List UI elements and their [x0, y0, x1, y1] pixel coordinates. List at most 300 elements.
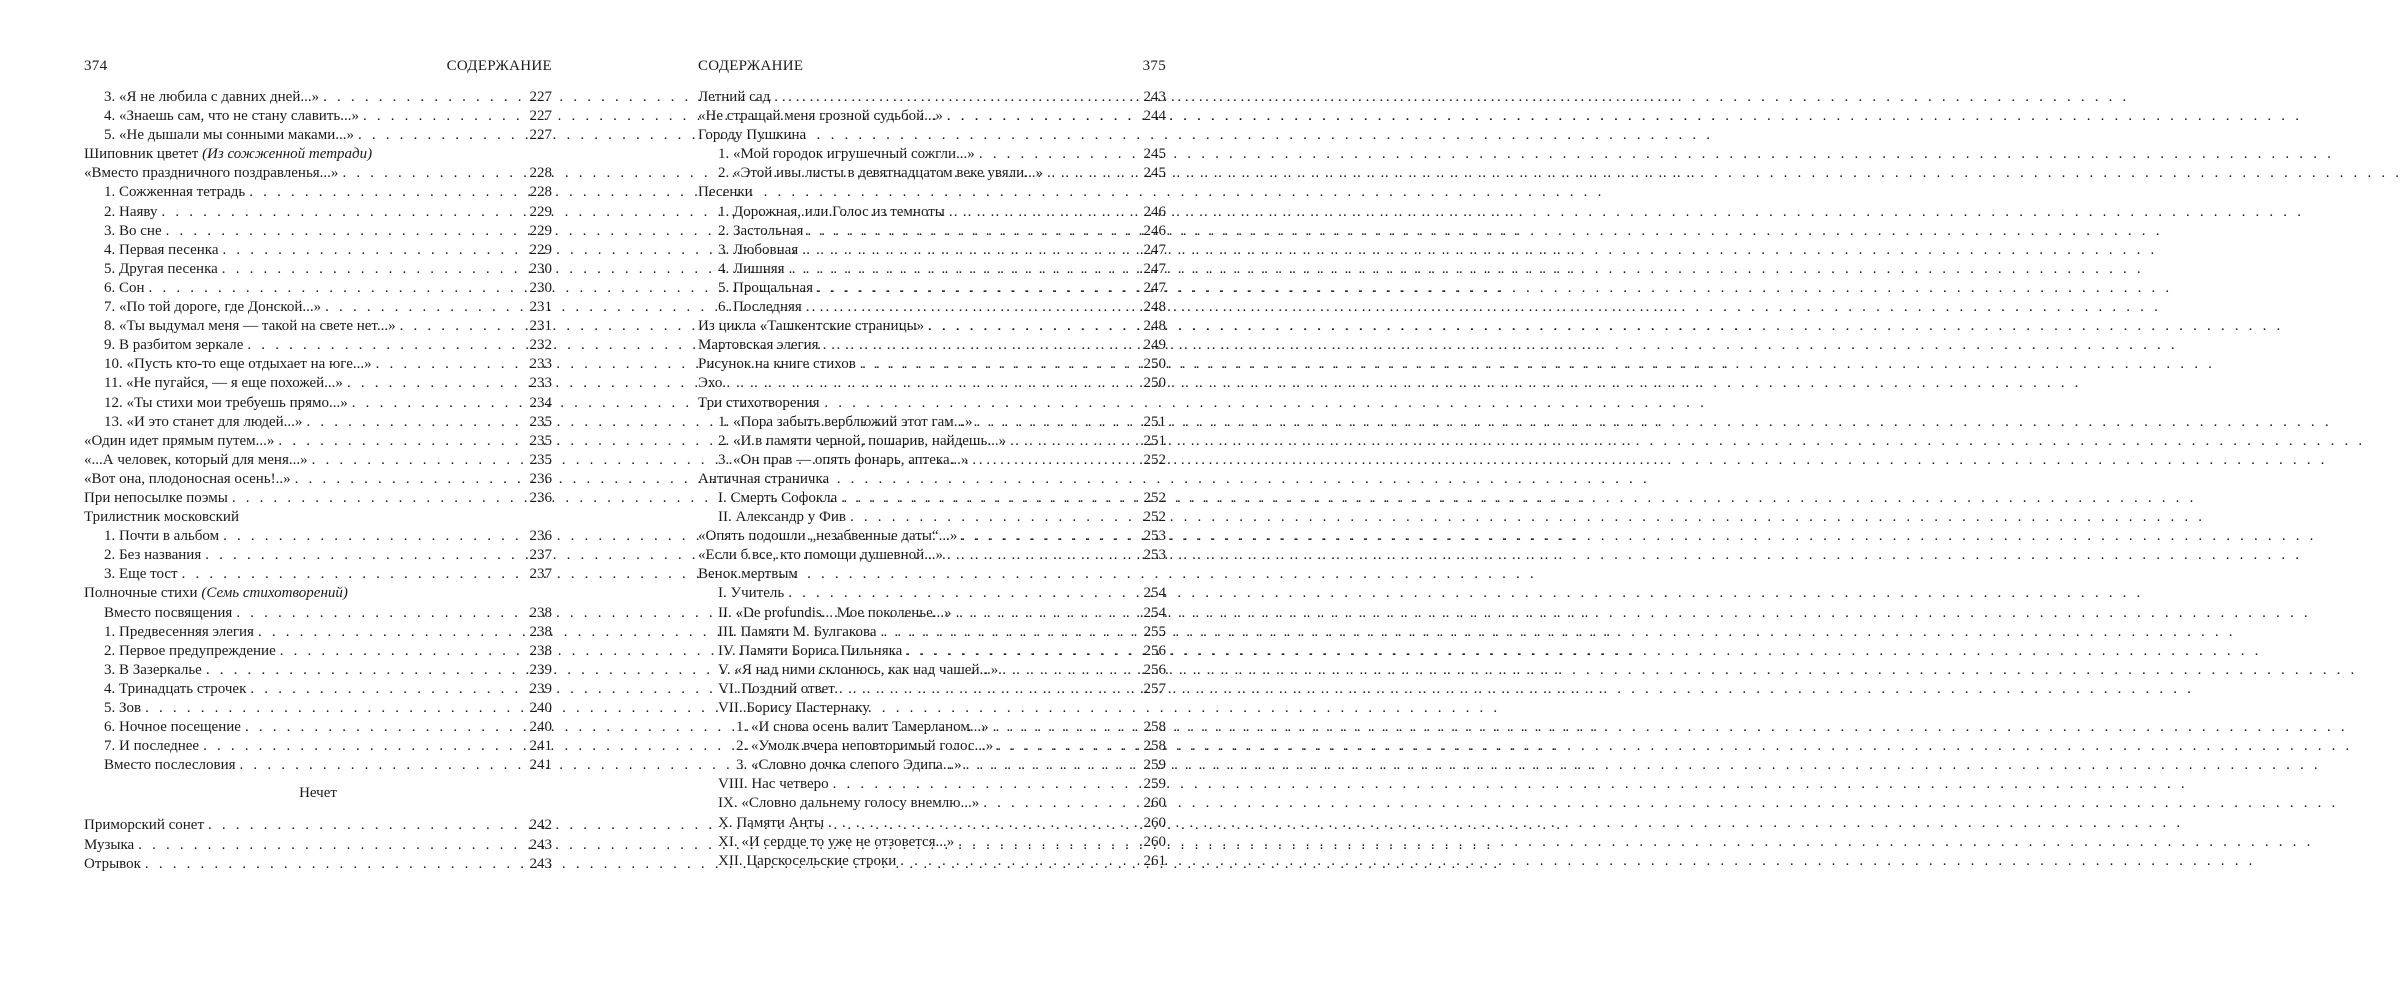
toc-entry-title	[718, 833, 954, 852]
toc-entry-text: Музыка	[84, 836, 135, 853]
toc-entry	[698, 794, 1166, 813]
toc-entry	[698, 814, 1166, 833]
toc-entry-page: 240	[529, 700, 552, 716]
dot-leader	[295, 470, 526, 489]
dot-leader	[726, 374, 1139, 393]
toc-entry-page: 227	[529, 108, 552, 125]
toc-entry-page: 251	[1143, 413, 1166, 430]
toc-entry-page: 246	[1143, 222, 1166, 239]
toc-entry-text: Вместо послесловия	[104, 757, 236, 774]
dot-leader	[788, 584, 1139, 603]
toc-entry-title	[104, 756, 236, 775]
dot-leader	[802, 241, 1139, 260]
toc-entry	[84, 699, 552, 718]
dot-leader	[247, 336, 525, 355]
toc-entry	[84, 489, 552, 508]
toc-entry	[84, 661, 552, 680]
toc-entry-title	[84, 508, 239, 527]
toc-entry-text: При непосылке поэмы	[84, 489, 228, 506]
toc-entry	[698, 852, 1166, 871]
toc-entry-text: 4. Лишняя	[718, 260, 785, 277]
dot-leader	[363, 107, 526, 126]
toc-entry-text: Три стихотворения	[698, 394, 820, 411]
toc-entry-title	[84, 470, 291, 489]
toc-entry-text: 5. Зов	[104, 700, 142, 716]
toc-entry-page: 261	[1143, 852, 1166, 869]
dot-leader	[400, 317, 526, 336]
toc-entry-text: 1. «Мой городок игрушечный сожгли...»	[718, 146, 975, 163]
toc-list	[84, 816, 552, 873]
toc-entry-text: Из цикла «Ташкентские страницы»	[698, 318, 925, 335]
toc-entry-page: 232	[529, 337, 552, 354]
toc-entry-title	[698, 565, 798, 584]
dot-leader	[977, 413, 1140, 432]
dot-leader	[828, 814, 1139, 833]
toc-entry-page: 235	[529, 451, 552, 468]
dot-leader	[979, 145, 1140, 164]
toc-entry-title	[736, 737, 993, 756]
toc-entry	[698, 451, 1166, 470]
toc-entry-title	[104, 336, 243, 355]
toc-entry-page: 233	[529, 375, 552, 392]
toc-entry-page: 228	[529, 184, 552, 201]
toc-entry	[84, 126, 552, 145]
toc-entry-text: 5. «Не дышали мы сонными маками...»	[104, 127, 354, 144]
toc-entry-page: 227	[529, 89, 552, 105]
toc-entry-title	[718, 775, 829, 794]
toc-list	[698, 88, 1166, 871]
toc-entry-text: 6. Последняя	[718, 299, 802, 316]
toc-entry-title	[84, 489, 228, 508]
toc-entry	[698, 260, 1166, 279]
toc-entry-page: 236	[529, 489, 552, 506]
toc-entry-title	[84, 584, 348, 603]
toc-entry-text: 10. «Пусть кто-то еще отдыхает на юге...»	[104, 356, 372, 373]
dot-leader	[833, 775, 1140, 794]
dot-leader	[906, 642, 1139, 661]
dot-leader	[900, 852, 1139, 871]
toc-entry-text: «Опять подошли „незабвенные даты“...»	[698, 528, 958, 545]
toc-entry	[84, 145, 552, 164]
toc-entry	[698, 489, 1166, 508]
dot-leader	[149, 279, 526, 298]
toc-entry-title	[104, 279, 145, 298]
toc-entry-text: Приморский сонет	[84, 817, 204, 834]
toc-entry-text: Городу Пушкина	[698, 127, 807, 144]
dot-leader	[997, 737, 1139, 756]
toc-entry-title	[104, 126, 354, 145]
toc-entry-title	[698, 336, 819, 355]
toc-entry	[698, 775, 1166, 794]
toc-entry	[84, 88, 552, 107]
dot-leader	[249, 183, 525, 202]
toc-entry	[698, 374, 1166, 393]
toc-entry-subtitle: (Семь стихотворений)	[201, 585, 348, 602]
toc-entry-page: 253	[1143, 547, 1166, 564]
dot-leader	[161, 203, 525, 222]
toc-entry-page: 234	[529, 394, 552, 411]
right-page-header	[698, 58, 1166, 82]
toc-entry	[84, 680, 552, 699]
toc-entry	[84, 355, 552, 374]
toc-entry-title	[718, 661, 998, 680]
toc-entry-title	[736, 756, 962, 775]
toc-entry	[84, 413, 552, 432]
toc-entry-title	[104, 88, 319, 107]
toc-entry-page: 231	[529, 318, 552, 335]
toc-entry-title	[718, 413, 973, 432]
toc-entry-text: X. Памяти Анты	[718, 814, 825, 831]
toc-list	[84, 88, 552, 775]
toc-entry-text: 2. Наяву	[104, 203, 158, 220]
toc-entry-title	[104, 546, 201, 565]
toc-entry-title	[698, 126, 806, 145]
toc-entry	[698, 699, 1166, 718]
toc-entry-text: 2. «Умолк вчера неповторимый голос...»	[736, 738, 994, 755]
toc-entry-title	[718, 203, 945, 222]
toc-entry-page: 237	[529, 547, 552, 564]
toc-entry-page: 260	[1143, 833, 1166, 850]
left-page	[84, 58, 552, 874]
toc-entry-title	[104, 737, 199, 756]
toc-entry-text: Вместо посвящения	[104, 604, 233, 621]
page-number: 374	[84, 58, 108, 74]
dot-leader	[278, 432, 525, 451]
dot-leader	[240, 756, 526, 775]
toc-entry-text: 8. «Ты выдумал меня — такой на свете нет...»	[104, 318, 396, 335]
dot-leader	[232, 489, 526, 508]
toc-entry-title	[104, 183, 245, 202]
toc-entry-page: 227	[529, 127, 552, 144]
toc-entry-text: 1. «Пора забыть верблюжий этот гам...»	[718, 413, 973, 430]
toc-entry-title	[698, 394, 820, 413]
toc-entry-text: 11. «Не пугайся, — я еще похожей...»	[104, 375, 343, 392]
toc-entry	[84, 298, 552, 317]
dot-leader	[138, 836, 525, 855]
dot-leader	[358, 126, 526, 145]
dot-leader	[949, 203, 1140, 222]
toc-entry-title	[718, 164, 1043, 183]
dot-leader	[203, 737, 525, 756]
dot-leader	[245, 718, 526, 737]
dot-leader	[993, 718, 1140, 737]
toc-entry-page: 258	[1143, 738, 1166, 755]
toc-entry	[698, 164, 1166, 183]
toc-entry	[84, 203, 552, 222]
toc-entry	[698, 107, 1166, 126]
toc-entry-subtitle: (Из сожженной тетради)	[202, 146, 373, 163]
dot-leader	[947, 107, 1140, 126]
toc-entry-text: 2. «Этой ивы листы в девятнадцатом веке увяли...»	[718, 165, 1043, 182]
toc-entry-page: 243	[1143, 89, 1166, 105]
toc-entry-title	[718, 145, 975, 164]
dot-leader	[342, 164, 525, 183]
toc-entry-text: 3. «Я не любила с давних дней...»	[104, 89, 320, 105]
toc-entry	[84, 470, 552, 489]
toc-entry	[698, 394, 1166, 413]
toc-entry-page: 239	[529, 680, 552, 697]
toc-entry	[84, 718, 552, 737]
toc-entry-text: 3. Любовная	[718, 241, 799, 258]
toc-entry-text: II. «De profundis... Мое поколенье...»	[718, 604, 952, 621]
toc-entry	[84, 737, 552, 756]
toc-entry-text: 9. В разбитом зеркале	[104, 337, 244, 354]
toc-entry-title	[718, 680, 835, 699]
toc-entry-page: 228	[529, 165, 552, 182]
dot-leader	[806, 298, 1140, 317]
toc-entry-title	[698, 527, 957, 546]
toc-entry	[84, 546, 552, 565]
toc-entry-page: 239	[529, 661, 552, 678]
dot-leader	[312, 451, 526, 470]
toc-entry-page: 233	[529, 356, 552, 373]
toc-entry-text: III. Памяти М. Булгакова	[718, 623, 877, 640]
toc-entry-title	[84, 432, 274, 451]
toc-entry	[698, 737, 1166, 756]
toc-entry-title	[104, 222, 162, 241]
dot-leader	[323, 88, 525, 107]
section-title: Нечет	[299, 785, 337, 802]
toc-entry-text: XII. Царскосельские строки	[718, 852, 897, 869]
toc-entry	[698, 680, 1166, 699]
toc-entry-text: Венок мертвым	[698, 566, 798, 583]
dot-leader	[841, 489, 1139, 508]
toc-entry-text: 3. В Зазеркалье	[104, 661, 202, 678]
toc-entry-page: 259	[1143, 776, 1166, 793]
toc-entry-title	[698, 470, 829, 489]
toc-entry-page: 238	[529, 623, 552, 640]
dot-leader	[182, 565, 526, 584]
toc-entry-page: 260	[1143, 814, 1166, 831]
toc-entry	[698, 470, 1166, 489]
toc-entry	[698, 355, 1166, 374]
toc-entry-title	[84, 164, 338, 183]
toc-entry-text: IX. «Словно дальнему голосу внемлю...»	[718, 795, 980, 812]
dot-leader	[258, 623, 526, 642]
toc-entry-title	[718, 279, 813, 298]
toc-entry	[698, 413, 1166, 432]
dot-leader	[961, 527, 1139, 546]
toc-entry-title	[698, 355, 856, 374]
toc-entry-text: Полночные стихи	[84, 585, 202, 602]
toc-entry	[84, 222, 552, 241]
toc-entry-text: «Если б все, кто помощи душевной...»	[698, 547, 943, 564]
toc-entry-title	[718, 260, 785, 279]
toc-entry-page: 236	[529, 528, 552, 545]
toc-entry-page: 247	[1143, 241, 1166, 258]
toc-entry-page: 249	[1143, 337, 1166, 354]
toc-entry	[698, 546, 1166, 565]
toc-entry	[84, 279, 552, 298]
dot-leader	[928, 317, 1139, 336]
toc-entry-title	[698, 107, 943, 126]
toc-entry-title	[698, 317, 924, 336]
toc-entry-title	[84, 451, 308, 470]
toc-entry	[84, 164, 552, 183]
toc-entry-page: 247	[1143, 279, 1166, 296]
toc-entry-page: 242	[529, 817, 552, 834]
dot-leader	[250, 680, 525, 699]
toc-entry-page: 258	[1143, 719, 1166, 736]
dot-leader	[145, 699, 525, 718]
toc-entry-page: 250	[1143, 356, 1166, 373]
toc-entry-page: 245	[1143, 165, 1166, 182]
toc-entry-text: 3. Во сне	[104, 222, 162, 239]
toc-entry-title	[104, 413, 302, 432]
toc-entry	[84, 107, 552, 126]
toc-entry-text: Песенки	[698, 184, 753, 201]
toc-entry-text: 2. «И в памяти черной, пошарив, найдешь...»	[718, 432, 1007, 449]
toc-entry-title	[84, 855, 141, 874]
toc-entry-text: Летний сад	[698, 89, 771, 105]
toc-entry	[698, 642, 1166, 661]
toc-entry	[84, 623, 552, 642]
toc-entry-text: 1. Дорожная, или Голос из темноты	[718, 203, 945, 220]
toc-entry-title	[718, 489, 837, 508]
running-title: СОДЕРЖАНИЕ	[446, 58, 552, 74]
toc-entry	[698, 145, 1166, 164]
dot-leader	[1047, 164, 1140, 183]
toc-entry	[84, 756, 552, 775]
dot-leader	[850, 508, 1140, 527]
toc-entry-page: 240	[529, 719, 552, 736]
dot-leader	[807, 222, 1139, 241]
dot-leader	[352, 394, 526, 413]
toc-entry	[698, 527, 1166, 546]
dot-leader	[208, 816, 526, 835]
toc-entry-title	[104, 604, 232, 623]
toc-entry	[698, 432, 1166, 451]
toc-entry-page: 259	[1143, 757, 1166, 774]
toc-entry	[698, 241, 1166, 260]
toc-entry	[84, 336, 552, 355]
toc-entry	[698, 833, 1166, 852]
dot-leader	[880, 623, 1139, 642]
running-title: СОДЕРЖАНИЕ	[698, 58, 804, 74]
toc-entry-title	[104, 355, 372, 374]
toc-entry	[698, 623, 1166, 642]
toc-entry-text: 5. Прощальная	[718, 279, 814, 296]
toc-entry	[84, 604, 552, 623]
toc-entry-title	[104, 680, 246, 699]
dot-leader	[325, 298, 525, 317]
toc-entry-page: 236	[529, 470, 552, 487]
toc-entry-title	[718, 814, 824, 833]
toc-entry-text: II. Александр у Фив	[718, 509, 846, 526]
toc-entry-title	[698, 546, 943, 565]
toc-entry-title	[84, 145, 372, 164]
toc-entry	[698, 317, 1166, 336]
toc-entry-title	[718, 699, 870, 718]
toc-entry-page: 229	[529, 203, 552, 220]
toc-entry-page: 241	[529, 738, 552, 755]
toc-entry-title	[718, 432, 1006, 451]
toc-entry-text: «...А человек, который для меня...»	[84, 451, 308, 468]
toc-entry-text: Трилистник московский	[84, 509, 239, 526]
toc-entry	[84, 183, 552, 202]
toc-entry-page: 248	[1143, 299, 1166, 316]
toc-entry-title	[698, 374, 722, 393]
toc-entry-title	[698, 183, 753, 202]
toc-entry-text: 3. «Словно дочка слепого Эдипа...»	[736, 757, 962, 774]
dot-leader	[983, 794, 1139, 813]
toc-entry-text: «Вместо праздничного поздравленья...»	[84, 165, 339, 182]
toc-entry-page: 235	[529, 413, 552, 430]
toc-entry-title	[104, 203, 157, 222]
toc-entry-text: «Вот она, плодоносная осень!..»	[84, 470, 291, 487]
toc-entry	[698, 222, 1166, 241]
dot-leader	[823, 336, 1140, 355]
dot-leader	[774, 88, 1139, 107]
toc-entry-page: 237	[529, 566, 552, 583]
toc-entry-title	[104, 699, 141, 718]
toc-entry	[698, 508, 1166, 527]
toc-entry-title	[104, 527, 219, 546]
toc-entry-text: 4. «Знаешь сам, что не стану славить...»	[104, 108, 359, 125]
toc-entry-page: 254	[1143, 604, 1166, 621]
toc-entry-title	[104, 107, 359, 126]
dot-leader	[206, 661, 526, 680]
toc-entry	[84, 565, 552, 584]
toc-entry-text: I. Смерть Софокла	[718, 489, 838, 506]
toc-entry-title	[104, 241, 219, 260]
toc-entry-page: 252	[1143, 451, 1166, 468]
toc-entry-text: XI. «И сердце то уже не отзовется...»	[718, 833, 955, 850]
toc-entry-title	[104, 394, 348, 413]
toc-entry-text: Шиповник цветет	[84, 146, 203, 163]
toc-entry-text: VII. Борису Пастернаку	[718, 700, 870, 716]
toc-entry-title	[104, 661, 202, 680]
dot-leader	[205, 546, 525, 565]
dot-leader	[947, 546, 1140, 565]
toc-entry-title	[104, 298, 321, 317]
toc-entry	[698, 203, 1166, 222]
toc-entry	[698, 718, 1166, 737]
toc-entry	[84, 317, 552, 336]
toc-entry-page: 241	[529, 757, 552, 774]
toc-entry-page: 253	[1143, 528, 1166, 545]
toc-entry	[84, 642, 552, 661]
toc-entry-title	[104, 317, 396, 336]
dot-leader	[145, 855, 526, 874]
toc-entry-title	[698, 88, 770, 107]
toc-entry-page: 248	[1143, 318, 1166, 335]
toc-entry	[84, 451, 552, 470]
dot-leader	[223, 241, 526, 260]
toc-entry-text: 6. Сон	[104, 279, 145, 296]
dot-leader	[817, 279, 1139, 298]
toc-entry-page: 245	[1143, 146, 1166, 163]
toc-entry-title	[718, 222, 803, 241]
toc-entry-title	[718, 508, 846, 527]
toc-entry-page: 243	[529, 836, 552, 853]
dot-leader	[860, 355, 1140, 374]
toc-entry-page: 252	[1143, 509, 1166, 526]
dot-leader	[223, 527, 525, 546]
page-number: 375	[1142, 58, 1166, 74]
toc-entry-text: 2. Застольная	[718, 222, 804, 239]
toc-entry-text: «Не стращай меня грозной судьбой...»	[698, 108, 943, 125]
toc-entry-title	[104, 718, 241, 737]
toc-entry-page: 230	[529, 279, 552, 296]
toc-entry-text: 3. Еще тост	[104, 566, 178, 583]
toc-entry-page: 238	[529, 642, 552, 659]
toc-entry-text: 4. Первая песенка	[104, 241, 219, 258]
toc-entry-text: 1. Почти в альбом	[104, 528, 220, 545]
toc-entry-text: 1. Предвесенняя элегия	[104, 623, 254, 640]
toc-entry-title	[104, 565, 178, 584]
toc-entry-text: 4. Тринадцать строчек	[104, 680, 247, 697]
